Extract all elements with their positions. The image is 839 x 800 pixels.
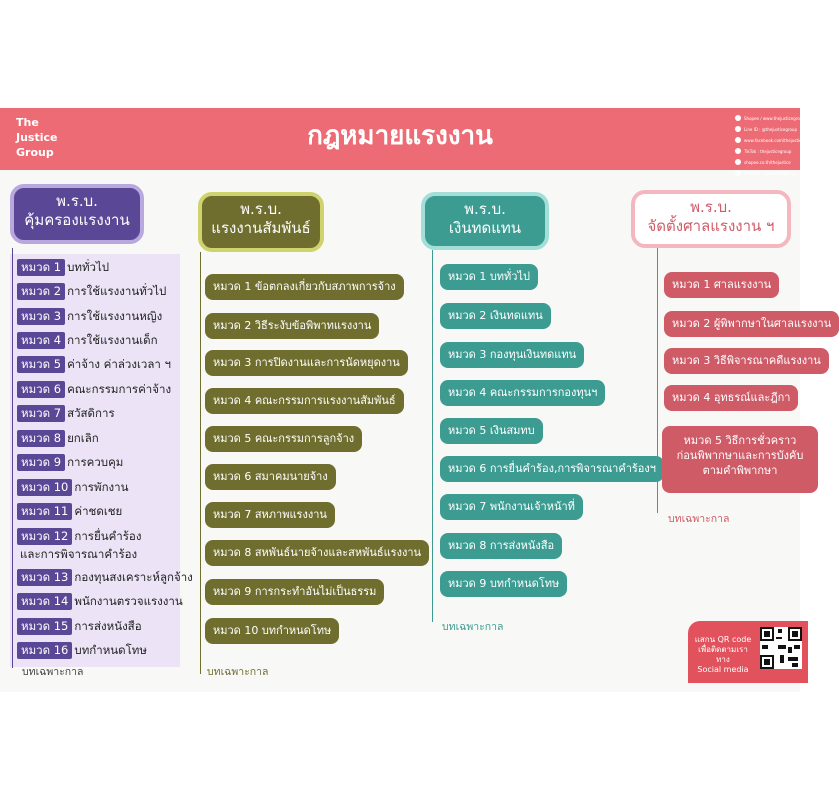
- chapter-tag: หมวด 7: [17, 405, 65, 422]
- col3-item-2: หมวด 2 เงินทดแทน: [440, 303, 551, 329]
- col4-heading: พ.ร.บ. จัดตั้งศาลแรงงาน ฯ: [631, 190, 791, 248]
- col1-item-5: [17, 355, 171, 374]
- chapter-title: บททั่วไป: [67, 259, 110, 274]
- logo-text-line1: The: [16, 116, 39, 129]
- chapter-tag: หมวด 1: [17, 259, 65, 276]
- chapter-tag: หมวด 5: [17, 356, 65, 373]
- col1-item-7: [17, 404, 115, 423]
- social-links: [735, 113, 805, 179]
- chapter-title: การส่งหนังสือ: [74, 618, 142, 633]
- col2-item-4: หมวด 4 คณะกรรมการแรงงานสัมพันธ์: [205, 388, 404, 414]
- col1-item-1: [17, 258, 109, 277]
- col4-item-3: หมวด 3 วิธีพิจารณาคดีแรงงาน: [664, 348, 829, 374]
- social-facebook: www.facebook.com/thejustice: [735, 135, 805, 145]
- social-shop: shopee.co.th/thejustice: [735, 157, 805, 167]
- qr-caption: แสกน QR code เพื่อติดตามเราทาง Social media: [694, 635, 752, 674]
- col1-item-12: [17, 527, 142, 561]
- social-tiktok: TikTok : thejusticegroup: [735, 146, 805, 156]
- col1-item-13: [17, 568, 193, 587]
- col2-item-7: หมวด 7 สหภาพแรงงาน: [205, 502, 335, 528]
- qr-code-icon: [760, 627, 802, 669]
- shopee-icon: [735, 115, 741, 121]
- col2-item-9: หมวด 9 การกระทำอันไม่เป็นธรรม: [205, 579, 384, 605]
- col1-item-11: [17, 502, 122, 521]
- col2-item-5: หมวด 5 คณะกรรมการลูกจ้าง: [205, 426, 362, 452]
- chapter-title: บทกำหนดโทษ: [74, 642, 147, 657]
- justice-group-logo: [16, 115, 76, 160]
- chapter-title: การพักงาน: [74, 479, 129, 494]
- col1-item-2: [17, 282, 166, 301]
- chapter-tag: หมวด 12: [17, 528, 72, 545]
- chapter-title: การใช้แรงงานเด็ก: [67, 332, 158, 347]
- col2-item-2: หมวด 2 วิธีระงับข้อพิพาทแรงงาน: [205, 313, 379, 339]
- chapter-tag: หมวด 13: [17, 569, 72, 586]
- col3-item-7: หมวด 7 พนักงานเจ้าหน้าที่: [440, 494, 583, 520]
- chapter-title: การใช้แรงงานหญิง: [67, 308, 163, 323]
- line-icon: [735, 126, 741, 132]
- col2-item-6: หมวด 6 สมาคมนายจ้าง: [205, 464, 336, 490]
- chapter-tag: หมวด 15: [17, 618, 72, 635]
- col1-item-16: [17, 641, 147, 660]
- social-lazada: LAZADA : thejusticegroup: [735, 168, 805, 178]
- col3-item-1: หมวด 1 บททั่วไป: [440, 264, 538, 290]
- chapter-tag: หมวด 9: [17, 454, 65, 471]
- chapter-title: ค่าจ้าง ค่าล่วงเวลา ฯ: [67, 356, 171, 371]
- col2-item-1: หมวด 1 ข้อตกลงเกี่ยวกับสภาพการจ้าง: [205, 274, 404, 300]
- chapter-tag: หมวด 16: [17, 642, 72, 659]
- col3-connector: [432, 250, 433, 622]
- chapter-title: สวัสดิการ: [67, 405, 115, 420]
- chapter-title: การใช้แรงงานทั่วไป: [67, 283, 167, 298]
- chapter-tag: หมวด 3: [17, 308, 65, 325]
- col2-item-3: หมวด 3 การปิดงานและการนัดหยุดงาน: [205, 350, 408, 376]
- col3-item-3: หมวด 3 กองทุนเงินทดแทน: [440, 342, 584, 368]
- col1-tail: บทเฉพาะกาล: [22, 666, 84, 678]
- col1-heading: พ.ร.บ. คุ้มครองแรงงาน: [10, 184, 144, 244]
- chapter-title: การควบคุม: [67, 454, 124, 469]
- chapter-title: การยื่นคำร้อง: [74, 528, 142, 543]
- chapter-tag: หมวด 8: [17, 430, 65, 447]
- col1-connector: [12, 248, 13, 668]
- poster: [0, 108, 832, 692]
- col1-item-9: [17, 453, 123, 472]
- col2-connector: [200, 252, 201, 674]
- col4-item-4: หมวด 4 อุทธรณ์และฎีกา: [664, 385, 798, 411]
- col2-item-10: หมวด 10 บทกำหนดโทษ: [205, 618, 339, 644]
- col1-item-4: [17, 331, 158, 350]
- chapter-tag: หมวด 14: [17, 593, 72, 610]
- chapter-tag: หมวด 4: [17, 332, 65, 349]
- col4-connector: [657, 248, 658, 513]
- col1-item-14: [17, 592, 183, 611]
- col1-item-3: [17, 307, 162, 326]
- qr-panel: [688, 621, 808, 683]
- col3-item-4: หมวด 4 คณะกรรมการกองทุนฯ: [440, 380, 605, 406]
- col3-item-5: หมวด 5 เงินสมทบ: [440, 418, 543, 444]
- page-title: กฎหมายแรงงาน: [307, 121, 493, 151]
- col4-tail: บทเฉพาะกาล: [668, 513, 730, 525]
- col3-tail: บทเฉพาะกาล: [442, 621, 504, 633]
- logo-text-line2: Justice: [16, 131, 58, 144]
- chapter-title: ยกเลิก: [67, 430, 99, 445]
- chapter-tag: หมวด 10: [17, 479, 72, 496]
- col4-item-2: หมวด 2 ผู้พิพากษาในศาลแรงงาน: [664, 311, 839, 337]
- social-line: Line ID : @thejusticegroup: [735, 124, 805, 134]
- shop-icon: [735, 159, 741, 165]
- logo-text-line3: Group: [16, 146, 54, 159]
- chapter-title: คณะกรรมการค่าจ้าง: [67, 381, 172, 396]
- chapter-title: กองทุนสงเคราะห์ลูกจ้าง: [74, 569, 193, 584]
- chapter-title: พนักงานตรวจแรงงาน: [74, 593, 183, 608]
- col2-heading: พ.ร.บ. แรงงานสัมพันธ์: [198, 192, 324, 252]
- chapter-title: ค่าชดเชย: [74, 503, 123, 518]
- chapter-tag: หมวด 6: [17, 381, 65, 398]
- col1-item-15: [17, 617, 142, 636]
- col2-item-8: หมวด 8 สหพันธ์นายจ้างและสหพันธ์แรงงาน: [205, 540, 429, 566]
- lazada-icon: [735, 170, 741, 176]
- col2-tail: บทเฉพาะกาล: [207, 666, 269, 678]
- facebook-icon: [735, 137, 741, 143]
- col1-item-6: [17, 380, 171, 399]
- header-banner: [0, 108, 805, 176]
- col3-item-9: หมวด 9 บทกำหนดโทษ: [440, 571, 567, 597]
- col3-heading: พ.ร.บ. เงินทดแทน: [421, 192, 549, 250]
- social-shopee: Shopee / www.thejusticegroup: [735, 113, 805, 123]
- tiktok-icon: [735, 148, 741, 154]
- chapter-tag: หมวด 2: [17, 283, 65, 300]
- col4-item-5: หมวด 5 วิธีการชั่วคราว ก่อนพิพากษาและการบังคับ ตามคำพิพากษา: [662, 426, 818, 493]
- chapter-title-line2: และการพิจารณาคำร้อง: [20, 547, 138, 561]
- chapter-tag: หมวด 11: [17, 503, 72, 520]
- col3-item-8: หมวด 8 การส่งหนังสือ: [440, 533, 562, 559]
- col4-item-1: หมวด 1 ศาลแรงงาน: [664, 272, 779, 298]
- col3-item-6: หมวด 6 การยื่นคำร้อง,การพิจารณาคำร้องฯ: [440, 456, 664, 482]
- col1-item-8: [17, 429, 99, 448]
- col1-item-10: [17, 478, 128, 497]
